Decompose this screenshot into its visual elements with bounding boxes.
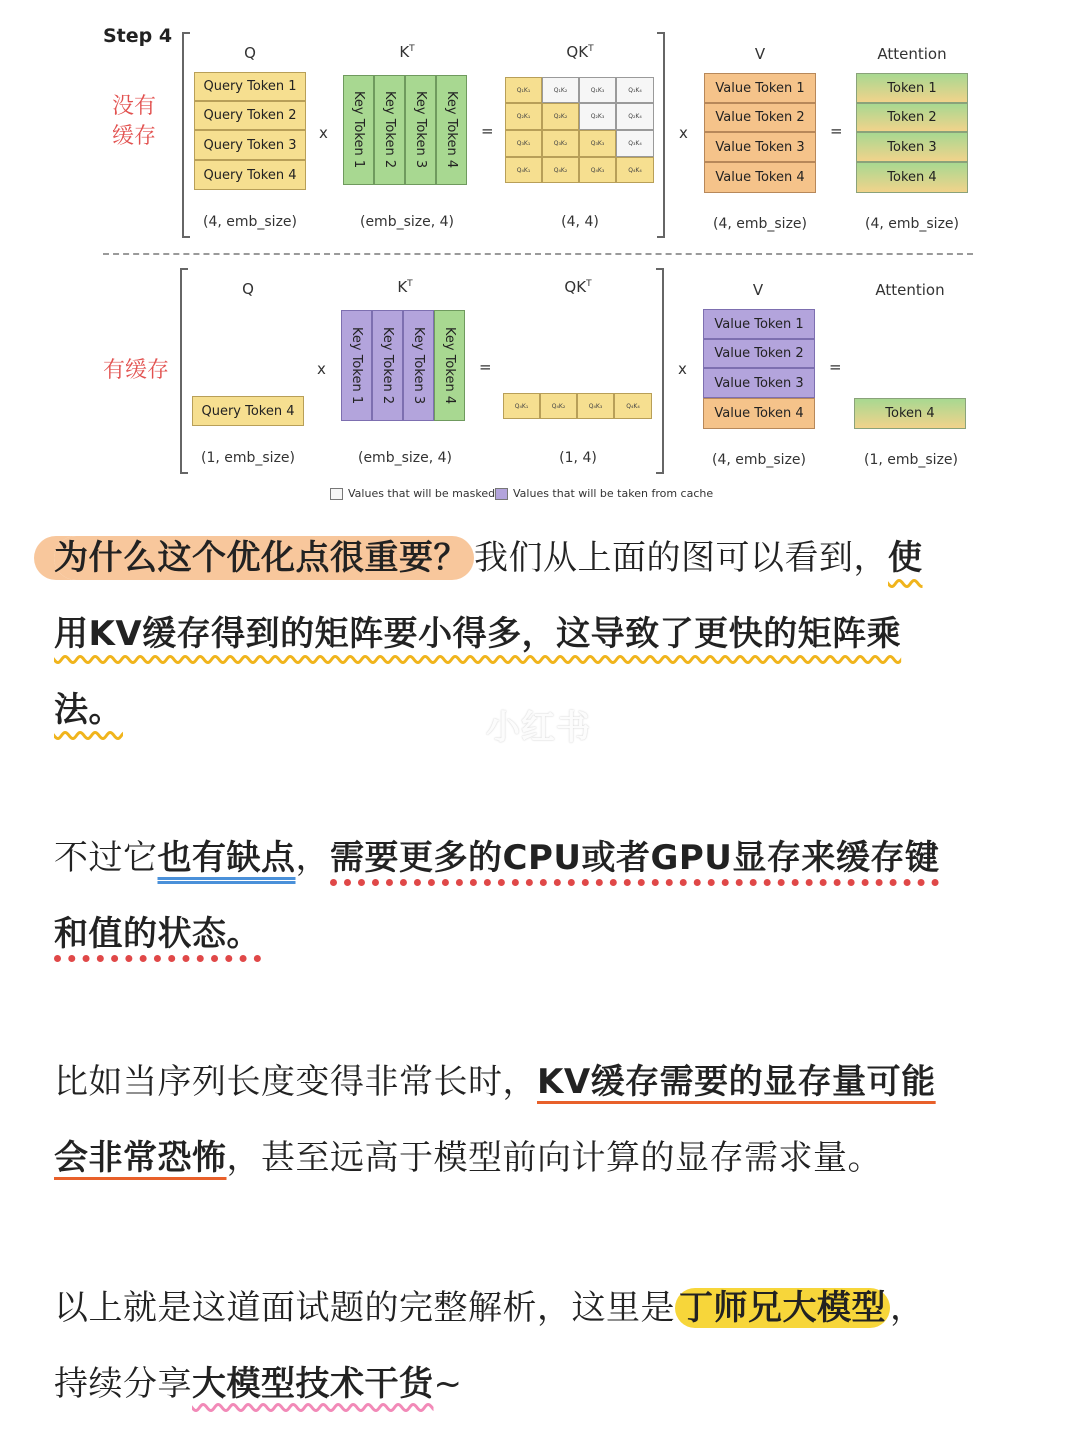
qk-cell: Q₃K₃	[579, 130, 616, 157]
qk-cell-masked: Q₁K₄	[616, 77, 654, 103]
times-op: x	[319, 124, 328, 142]
watermark: 小红书	[486, 708, 591, 748]
attention-token-cell: Token 2	[856, 103, 968, 132]
header-kt-bottom: $K^T$	[397, 278, 413, 296]
value-token-cell: Value Token 4	[703, 398, 815, 429]
para-text: ，	[890, 1288, 925, 1328]
legend-cache: Values that will be taken from cache	[495, 487, 713, 500]
key-token-cell-cached: Key Token 3	[403, 310, 434, 421]
emphasis-pink: 大模型技术干货	[192, 1364, 434, 1404]
times-op: x	[317, 360, 326, 378]
header-v-bottom: V	[752, 281, 764, 299]
key-token-cell-cached: Key Token 2	[372, 310, 403, 421]
emphasis-wavy: 法。	[54, 690, 123, 730]
emphasis-dotted: 需要更多的CPU或者GPU显存来缓存键	[330, 838, 940, 878]
header-attention-top: Attention	[877, 45, 947, 63]
shape-label: (emb_size, 4)	[357, 450, 452, 466]
query-token-cell: Query Token 1	[194, 72, 306, 101]
shape-label: (4, 4)	[561, 214, 599, 230]
equals-op: =	[481, 122, 494, 140]
header-kt-top: $K^T$	[399, 43, 415, 61]
equals-op: =	[829, 358, 842, 376]
times-op: x	[678, 360, 687, 378]
qk-cell-masked: Q₂K₄	[616, 103, 654, 130]
query-token-cell: Query Token 2	[194, 101, 306, 130]
query-token-cell: Query Token 4	[192, 396, 304, 426]
para-text: ，	[295, 838, 330, 878]
shape-label: (4, emb_size)	[864, 216, 959, 232]
shape-label: (emb_size, 4)	[359, 214, 454, 230]
qk-cell-masked: Q₁K₃	[579, 77, 616, 103]
section-divider	[103, 253, 973, 255]
legend-masked: Values that will be masked	[330, 487, 495, 500]
attention-token-cell: Token 4	[856, 162, 968, 193]
with-cache-label: 有缓存	[103, 358, 170, 383]
qk-cell: Q₄K₃	[577, 393, 614, 419]
header-qkt-bottom: $QK^T$	[564, 278, 592, 296]
shape-label: (1, 4)	[559, 450, 597, 466]
attention-token-cell: Token 4	[854, 398, 966, 429]
para-text: 以上就是这道面试题的完整解析，这里是	[54, 1288, 675, 1328]
key-token-cell: Key Token 4	[434, 310, 465, 421]
qk-cell: Q₄K₂	[540, 393, 577, 419]
emphasis-double: 也有缺点	[157, 838, 296, 878]
key-token-cell: Key Token 3	[405, 75, 436, 185]
value-token-cell: Value Token 2	[704, 103, 816, 132]
shape-label: (4, emb_size)	[712, 216, 807, 232]
key-token-cell: Key Token 2	[374, 75, 405, 185]
header-v-top: V	[754, 45, 766, 63]
paragraph-example	[54, 1044, 1044, 1196]
key-token-cell-cached: Key Token 1	[341, 310, 372, 421]
para-text: 不过它	[54, 838, 158, 878]
para-text: ，甚至远高于模型前向计算的显存需求量。	[226, 1138, 882, 1178]
qk-cell: Q₃K₁	[505, 130, 542, 157]
header-q-bottom: Q	[242, 280, 254, 298]
paragraph-closing	[54, 1270, 1044, 1422]
key-token-cell: Key Token 1	[343, 75, 374, 185]
question-highlight: 为什么这个优化点很重要？	[54, 536, 474, 580]
legend-swatch-masked	[330, 488, 343, 500]
para-text: 比如当序列长度变得非常长时，	[54, 1062, 537, 1102]
shape-label: (4, emb_size)	[202, 214, 297, 230]
query-token-cell: Query Token 3	[194, 130, 306, 160]
qk-cell-masked: Q₁K₂	[542, 77, 579, 103]
no-cache-label: 没有 缓存	[112, 94, 157, 149]
emphasis-orange: KV缓存需要的显存量可能	[537, 1062, 936, 1102]
para-text: 持续分享	[54, 1364, 192, 1404]
qk-cell: Q₄K₃	[579, 157, 616, 183]
qk-cell: Q₄K₄	[614, 393, 652, 419]
author-highlight: 丁师兄大模型	[675, 1288, 890, 1328]
qk-cell: Q₃K₂	[542, 130, 579, 157]
paragraph-drawback	[54, 820, 1044, 972]
qk-cell: Q₄K₂	[542, 157, 579, 183]
attention-token-cell: Token 1	[856, 73, 968, 103]
emphasis-orange: 会非常恐怖	[54, 1138, 227, 1178]
header-attention-bottom: Attention	[875, 281, 945, 299]
qk-cell: Q₂K₁	[505, 103, 542, 130]
emphasis-wavy: 用KV缓存得到的矩阵要小得多，这导致了更快的矩阵乘	[54, 614, 902, 654]
equals-op: =	[830, 122, 843, 140]
top-right-bracket	[657, 32, 665, 238]
qk-cell: Q₄K₄	[616, 157, 654, 183]
attention-token-cell: Token 3	[856, 132, 968, 162]
qk-cell: Q₄K₁	[505, 157, 542, 183]
step-label: Step 4	[103, 25, 173, 47]
shape-label: (1, emb_size)	[863, 452, 958, 468]
shape-label: (1, emb_size)	[200, 450, 295, 466]
bottom-left-bracket	[180, 268, 188, 474]
qk-cell-masked: Q₂K₃	[579, 103, 616, 130]
value-token-cell: Value Token 4	[704, 162, 816, 193]
emphasis-dotted: 和值的状态。	[54, 914, 261, 954]
qk-cell: Q₂K₂	[542, 103, 579, 130]
value-token-cell-cached: Value Token 3	[703, 368, 815, 398]
qk-cell: Q₁K₁	[505, 77, 542, 103]
bottom-right-bracket	[656, 268, 664, 474]
value-token-cell: Value Token 3	[704, 132, 816, 162]
key-token-cell: Key Token 4	[436, 75, 467, 185]
top-left-bracket	[182, 32, 190, 238]
times-op: x	[679, 124, 688, 142]
value-token-cell-cached: Value Token 1	[703, 309, 815, 339]
qk-cell: Q₄K₁	[503, 393, 540, 419]
para-text: ~	[433, 1364, 463, 1404]
header-q-top: Q	[244, 44, 256, 62]
equals-op: =	[479, 358, 492, 376]
header-qkt-top: $QK^T$	[566, 43, 594, 61]
value-token-cell: Value Token 1	[704, 73, 816, 103]
kv-cache-diagram	[0, 0, 1080, 520]
value-token-cell-cached: Value Token 2	[703, 339, 815, 368]
legend-swatch-cache	[495, 488, 508, 500]
para-text: 我们从上面的图可以看到，	[474, 538, 888, 578]
qk-cell-masked: Q₃K₄	[616, 130, 654, 157]
shape-label: (4, emb_size)	[711, 452, 806, 468]
emphasis-wavy: 使	[888, 538, 923, 578]
query-token-cell: Query Token 4	[194, 160, 306, 190]
